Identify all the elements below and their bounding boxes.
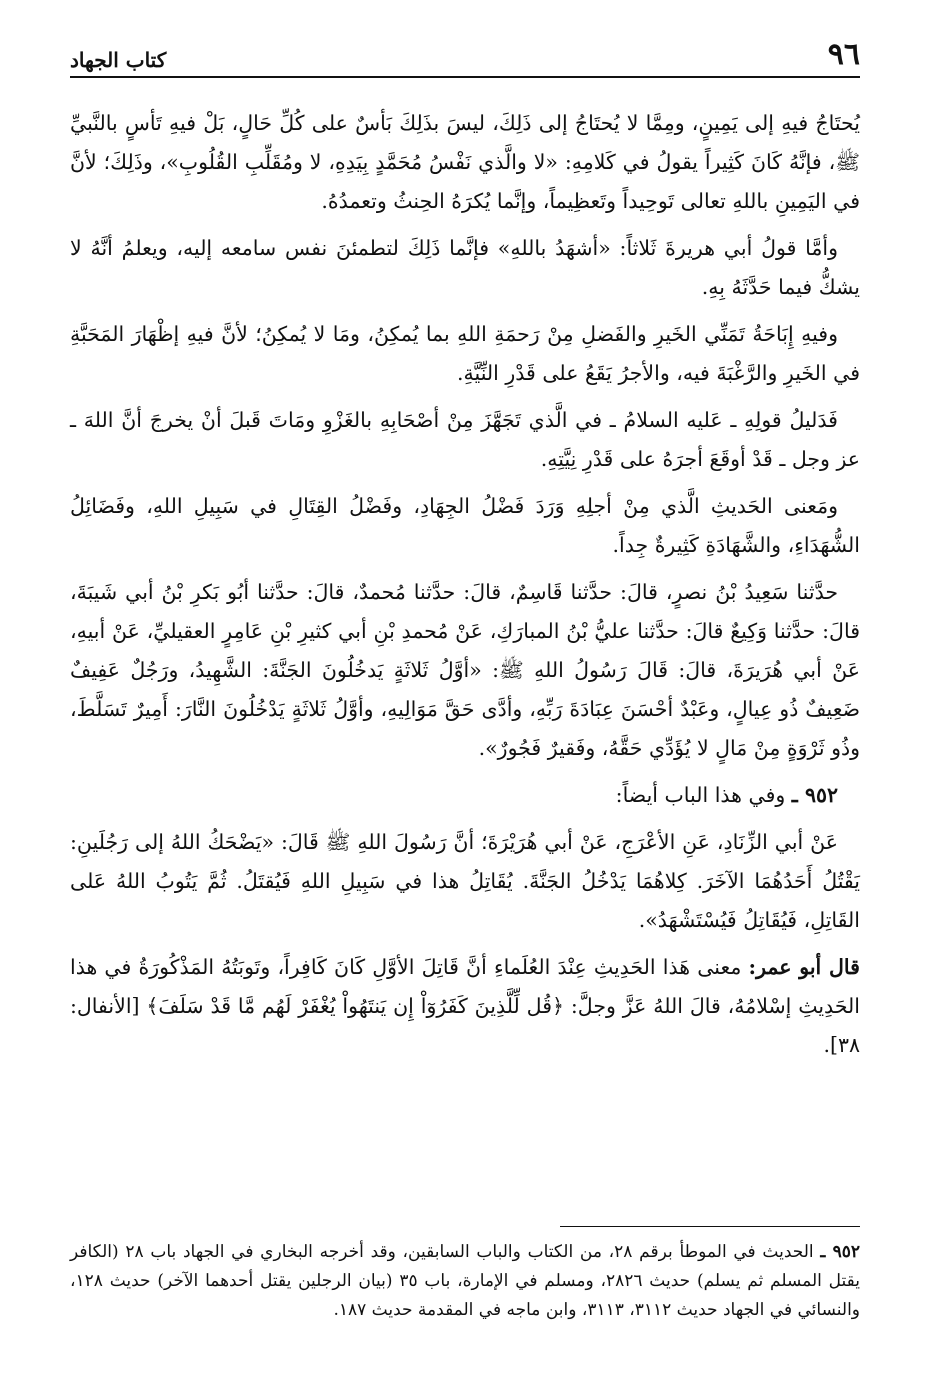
footnote-text: الحديث في الموطأ برقم ٢٨، من الكتاب والباب السابقين، وقد أخرجه البخاري في الجهاد باب ٢٨ (الكافر يقتل المسلم ثم يسلم) حديث ٢٨٢٦، ومسلم في الإمارة، باب ٣٥ (بيان الرجلين يقتل أحدهما الآخر) حديث ١٢٨، والنسائي في الجهاد حديث ٣١١٢، ٣١١٣، وابن ماجه في المقدمة حديث ١٨٧. <box>70 1242 861 1320</box>
paragraph-1: يُحتَاجُ فيهِ إلى يَمِينٍ، ومِمَّا لا يُحتَاجُ إلى ذَلِكَ، ليسَ بذَلِكَ بَأسٌ على كُلِّ حَالٍ، بَلْ فيهِ تَأسٍ بالنَّبيِّ ﷺ، فإنَّهُ كَانَ كَثِيراً يقولُ في كَلامِهِ: «لا والَّذي نَفْسُ مُحَمَّدٍ بِيَدِهِ، لا ومُقَلِّبِ القُلُوبِ»، وذَلِكَ؛ لأنَّ في اليَمِينِ باللهِ تعالى تَوحِيداً وتَعظِيماً، وإنَّما يُكرَهُ الحِنثُ وتعمدُهُ. <box>70 111 860 213</box>
page-number: ٩٦ <box>827 37 860 72</box>
paragraph-3: وفيهِ إِبَاحَةُ تَمَنِّي الخَيرِ والفَضلِ مِنْ رَحمَةِ اللهِ بما يُمكِنُ، ومَا لا يُمكِنُ؛ لأنَّ فيهِ إظْهَارَ المَحَبَّةِ في الخَيرِ والرَّغْبَةَ فيه، والأجرُ يَقَعُ على قَدْرِ النِّيَّةِ. <box>70 322 860 385</box>
hadith-number: ٩٥٢ ـ <box>791 783 838 807</box>
running-title: كتاب الجهاد <box>70 48 167 72</box>
paragraph-2: وأمَّا قولُ أبي هريرةَ ثَلاثاً: «أشهَدُ باللهِ» فإنَّما ذَلِكَ لتطمئنَ نفس سامعه إليه، ويعلمُ أنَّهُ لا يشكُّ فيما حَدَّثَهُ بِهِ. <box>70 236 860 299</box>
page-header <box>70 26 860 78</box>
hadith-heading-text: وفي هذا الباب أيضاً: <box>615 783 786 807</box>
paragraph-4: فَدَليلُ قولِهِ ـ عَليه السلامُ ـ في الَّذي تَجَهَّزَ مِنْ أصْحَابِهِ بالغَزْوِ ومَاتَ قَبلَ أنْ يخرجَ أنَّ اللهَ ـ عز وجل ـ قَدْ أوقَعَ أجرَهُ على قَدْرِ نِيَّتِهِ. <box>70 408 860 471</box>
hadith-heading <box>70 776 860 815</box>
paragraph-6: حدَّثنا سَعِيدُ بْنُ نصرٍ، قالَ: حدَّثنا قَاسِمٌ، قالَ: حدَّثنا مُحمدٌ، قالَ: حدَّثنا أبُو بَكرِ بْنُ أبي شَيبَةَ، قالَ: حدَّثنا وَكِيعٌ قالَ: حدَّثنا عليُّ بْنُ المبارَكِ، عَنْ مُحمدِ بْنِ أبي كثيرِ بْنِ عَامِرٍ العقيليِّ، عَنْ أبيهِ، عَنْ أبي هُرَيرَةَ، قالَ: قَالَ رَسُولُ اللهِ ﷺ: «أوَّلُ ثَلاثَةٍ يَدخُلُونَ الجَنَّةَ: الشَّهِيدُ، ورَجُلٌ عَفِيفٌ ضَعِيفٌ ذُو عِيالٍ، وعَبْدٌ أحْسَنَ عِبَادَةَ رَبِّهِ، وأدَّى حَقَّ مَوَالِيهِ، وأوَّلُ ثَلاثَةٍ يَدْخُلُونَ النَّارَ: أَمِيرٌ تَسَلَّطَ، وذُو ثَرْوَةٍ مِنْ مَالٍ لا يُؤَدِّي حَقَّهُ، وفَقيرٌ فَجُورٌ». <box>70 580 860 760</box>
book-page <box>70 26 860 1366</box>
paragraph-9 <box>70 948 860 1065</box>
author-lead: قال أبو عمر: <box>748 955 860 979</box>
paragraph-8: عَنْ أبي الزِّنَادِ، عَنِ الأعْرَجِ، عَنْ أبي هُرَيْرَةَ؛ أنَّ رَسُولَ اللهِ ﷺ قَالَ: «يَضْحَكُ اللهُ إلى رَجُلَينِ: يَقْتُلُ أَحَدُهُمَا الآخَرَ. كِلاهُمَا يَدْخُلُ الجَنَّةَ. يُقَاتِلُ هذا في سَبِيلِ اللهِ فَيُقتَلُ. ثُمَّ يَتُوبُ اللهُ عَلى القَاتِلِ، فَيُقَاتِلُ فَيُسْتَشْهَدُ». <box>70 830 860 932</box>
footnote-number: ٩٥٢ ـ <box>820 1242 861 1262</box>
main-text <box>70 104 860 1065</box>
paragraph-9-text: معنى هَذا الحَدِيثِ عِنْدَ العُلَماءِ أنَّ قَاتِلَ الأوَّلِ كَانَ كَافِراً، وتَوبَتُهُ المَذْكُورَةُ في هذا الحَدِيثِ إسْلامُهُ، قالَ اللهُ عَزَّ وجلَّ: ﴿قُل لِّلَّذِينَ كَفَرُوٓاْ إِن يَنتَهُواْ يُغْفَرْ لَهُم مَّا قَدْ سَلَفَ﴾ [الأنفال: ٣٨]. <box>70 955 860 1057</box>
footnote <box>70 1238 860 1325</box>
paragraph-5: ومَعنى الحَديثِ الَّذي مِنْ أجلِهِ وَرَدَ فَضْلُ الجِهَادِ، وفَضْلُ القِتَالِ في سَبِيلِ اللهِ، وفَضَائِلُ الشُّهَدَاءِ، والشَّهَادَةِ كَثِيرةٌ جِداً. <box>70 494 860 557</box>
footnote-divider <box>560 1226 860 1227</box>
